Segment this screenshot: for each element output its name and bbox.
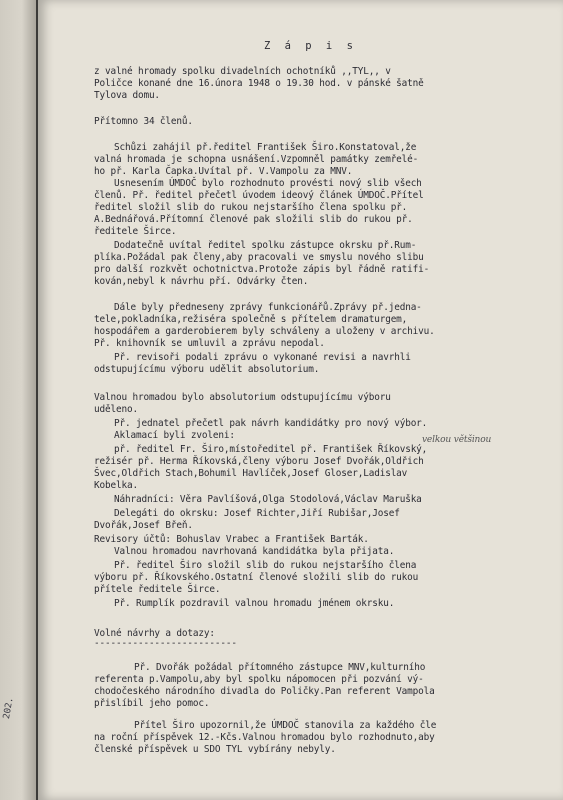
text-line: plíka.Požádal pak členy,aby pracovali ve smyslu nového slibu	[94, 252, 424, 263]
text-line: Př. jednatel přečetl pak návrh kandidátky pro nový výbor.	[114, 418, 428, 429]
text-line: Aklamací byli zvoleni:	[114, 430, 235, 441]
text-line: Tylova domu.	[94, 90, 160, 101]
text-line: Př. Dvořák požádal přítomného zástupce MNV,kulturního	[134, 662, 426, 673]
text-line: kován,nebyl k návrhu pří. Odvárky čten.	[94, 276, 309, 287]
text-line: Náhradníci: Věra Pavlíšová,Olga Stodolová,Václav Maruška	[114, 494, 422, 505]
text-line: přislíbil jeho pomoc.	[94, 698, 210, 709]
text-line: ředitele Širce.	[94, 226, 177, 237]
text-line: Přítel Širo upozornil,že ÚMDOČ stanovila za každého čle	[134, 720, 437, 731]
document-title: Z á p i s	[264, 40, 357, 52]
text-line: hospodářem a garderobierem byly schváleny a uloženy v archivu.	[94, 326, 435, 337]
text-line: uděleno.	[94, 404, 138, 415]
text-line: pro další rozkvět ochotnictva.Protože zápis byl řádně ratifi-	[94, 264, 430, 275]
text-line: ředitel složil slib do rukou nejstaršího člena spolku př.	[94, 202, 408, 213]
text-line: Schůzi zahájil př.ředitel František Širo.Konstatoval,že	[114, 142, 417, 153]
text-line: Usnesením ÚMDOČ bylo rozhodnuto provésti nový slib všech	[114, 178, 422, 189]
text-line: Delegáti do okrsku: Josef Richter,Jiří Rubišar,Josef	[114, 508, 400, 519]
section-underline: --------------------------	[94, 638, 237, 649]
text-line: Dále byly předneseny zprávy funkcionářů.Zprávy př.jedna-	[114, 302, 422, 313]
text-line: členské příspěvek u SDO TYL vybírány nebyly.	[94, 744, 336, 755]
text-line: valná hromada je schopna usnášení.Vzpomněl památky zemřelé-	[94, 154, 419, 165]
text-line: Dvořák,Josef Břeň.	[94, 520, 193, 531]
text-line: přítele ředitele Širce.	[94, 584, 221, 595]
left-facing-page	[0, 0, 36, 800]
document-page	[38, 0, 563, 800]
text-line: na roční příspěvek 12.-Kčs.Valnou hromadou bylo rozhodnuto,aby	[94, 732, 435, 743]
text-line: Valnou hromadou navrhovaná kandidátka byla přijata.	[114, 546, 395, 557]
text-line: Přítomno 34 členů.	[94, 116, 193, 127]
text-line: Kobelka.	[94, 480, 138, 491]
section-heading: Volné návrhy a dotazy:	[94, 628, 215, 639]
text-line: režisér př. Herma Říkovská,členy výboru Josef Dvořák,Oldřich	[94, 456, 424, 467]
text-line: Revisory účtů: Bohuslav Vrabec a František Barták.	[94, 534, 369, 545]
text-line: Švec,Oldřich Stach,Bohumil Havlíček,Josef Gloser,Ladislav	[94, 468, 408, 479]
text-line: členů. Př. ředitel přečetl úvodem ideový článek ÚMDOČ.Přítel	[94, 190, 424, 201]
text-line: chodočeského národního divadla do Poličky.Pan referent Vampola	[94, 686, 435, 697]
text-line: tele,pokladníka,režiséra společně s přítelem dramaturgem,	[94, 314, 408, 325]
text-line: odstupujícímu výboru udělit absolutorium.	[94, 364, 320, 375]
text-line: Valnou hromadou bylo absolutorium odstupujícímu výboru	[94, 392, 391, 403]
text-line: Př. revisoři podali zprávu o vykonané revisi a navrhli	[114, 352, 411, 363]
handwritten-note: velkou většinou	[422, 435, 492, 445]
text-line: A.Bednářová.Přítomní členové pak složili slib do rukou př.	[94, 214, 413, 225]
text-line: Poličce konané dne 16.února 1948 o 19.30 hod. v pánské šatně	[94, 78, 424, 89]
text-line: př. ředitel Fr. Širo,místoředitel př. František Říkovský,	[114, 444, 428, 455]
left-page-edge-text: 202.	[2, 696, 16, 720]
text-line: ho př. Karla Čapka.Uvítal př. V.Vampolu za MNV.	[94, 166, 353, 177]
text-line: výboru př. Říkovského.Ostatní členové složili slib do rukou	[94, 572, 419, 583]
text-line: Př. knihovník se umluvil a zprávu nepodal.	[94, 338, 325, 349]
text-line: z valné hromady spolku divadelních ochotníků ,,TYL,, v	[94, 66, 391, 77]
text-line: Př. Rumplík pozdravil valnou hromadu jménem okrsku.	[114, 598, 395, 609]
text-line: Př. ředitel Širo složil slib do rukou nejstaršího člena	[114, 560, 417, 571]
text-line: Dodatečně uvítal ředitel spolku zástupce okrsku př.Rum-	[114, 240, 417, 251]
text-line: referenta p.Vampolu,aby byl spolku nápomocen při pozvání vý-	[94, 674, 424, 685]
